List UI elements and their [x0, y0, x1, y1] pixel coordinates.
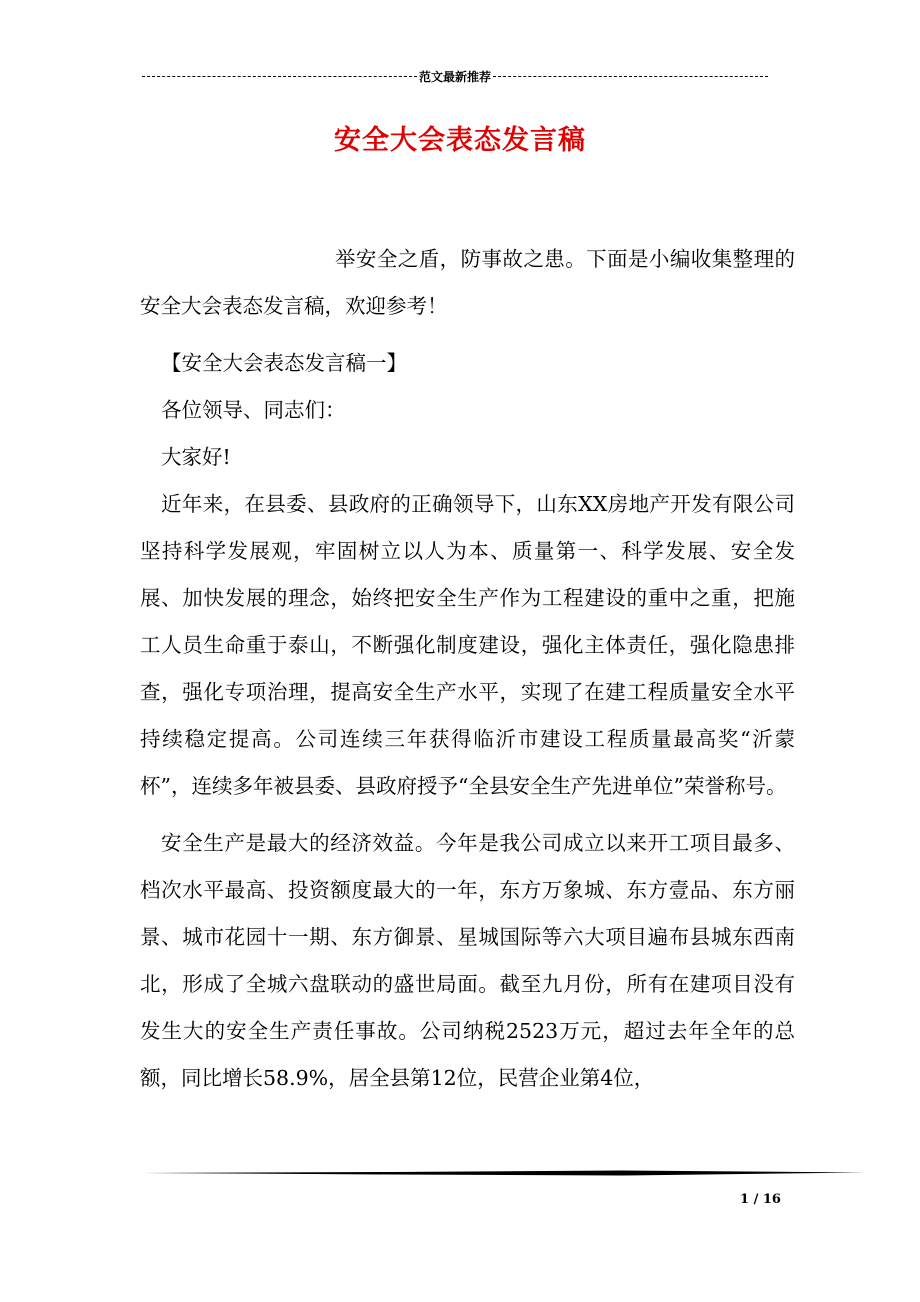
document-title: 安全大会表态发言稿: [334, 125, 586, 156]
body-paragraph-2: 安全生产是最大的经济效益。今年是我公司成立以来开工项目最多、档次水平最高、投资额度最大的一年，东方万象城、东方壹品、东方丽景、城市花园十一期、东方御景、星城国际等六大项目遍布县城东西南北，形成了全城六盘联动的盛世局面。截至九月份，所有在建项目没有发生大的安全生产责任事故。公司纳税2523万元，超过去年全年的总额，同比增长58.9%，居全县第12位，民营企业第4位，: [140, 831, 795, 1090]
page-number: 1 / 16: [740, 1192, 781, 1207]
section-heading: 【安全大会表态发言稿一】: [161, 351, 407, 375]
salutation: 各位领导、同志们：: [161, 398, 346, 422]
header-label: 范文最新推荐: [419, 69, 492, 84]
intro-paragraph: 举安全之盾，防事故之患。下面是小编收集整理的安全大会表态发言稿，欢迎参考！: [140, 247, 795, 318]
body-paragraph-1: 近年来，在县委、县政府的正确领导下，山东XX房地产开发有限公司坚持科学发展观，牢固树立以人为本、质量第一、科学发展、安全发展、加快发展的理念，始终把安全生产作为工程建设的重中之重，把施工人员生命重于泰山，不断强化制度建设，强化主体责任，强化隐患排查，强化专项治理，提高安全生产水平，实现了在建工程质量安全水平持续稳定提高。公司连续三年获得临沂市建设工程质量最高奖“沂蒙杯”，连续多年被县委、县政府授予“全县安全生产先进单位”荣誉称号。: [140, 492, 795, 798]
footer-divider: [142, 1169, 864, 1177]
header-dashed-rule-left: [142, 76, 417, 77]
greeting: 大家好!: [161, 445, 231, 469]
header-dashed-rule-right: [493, 76, 768, 77]
document-body: [140, 236, 795, 1102]
header-banner: [142, 66, 768, 86]
